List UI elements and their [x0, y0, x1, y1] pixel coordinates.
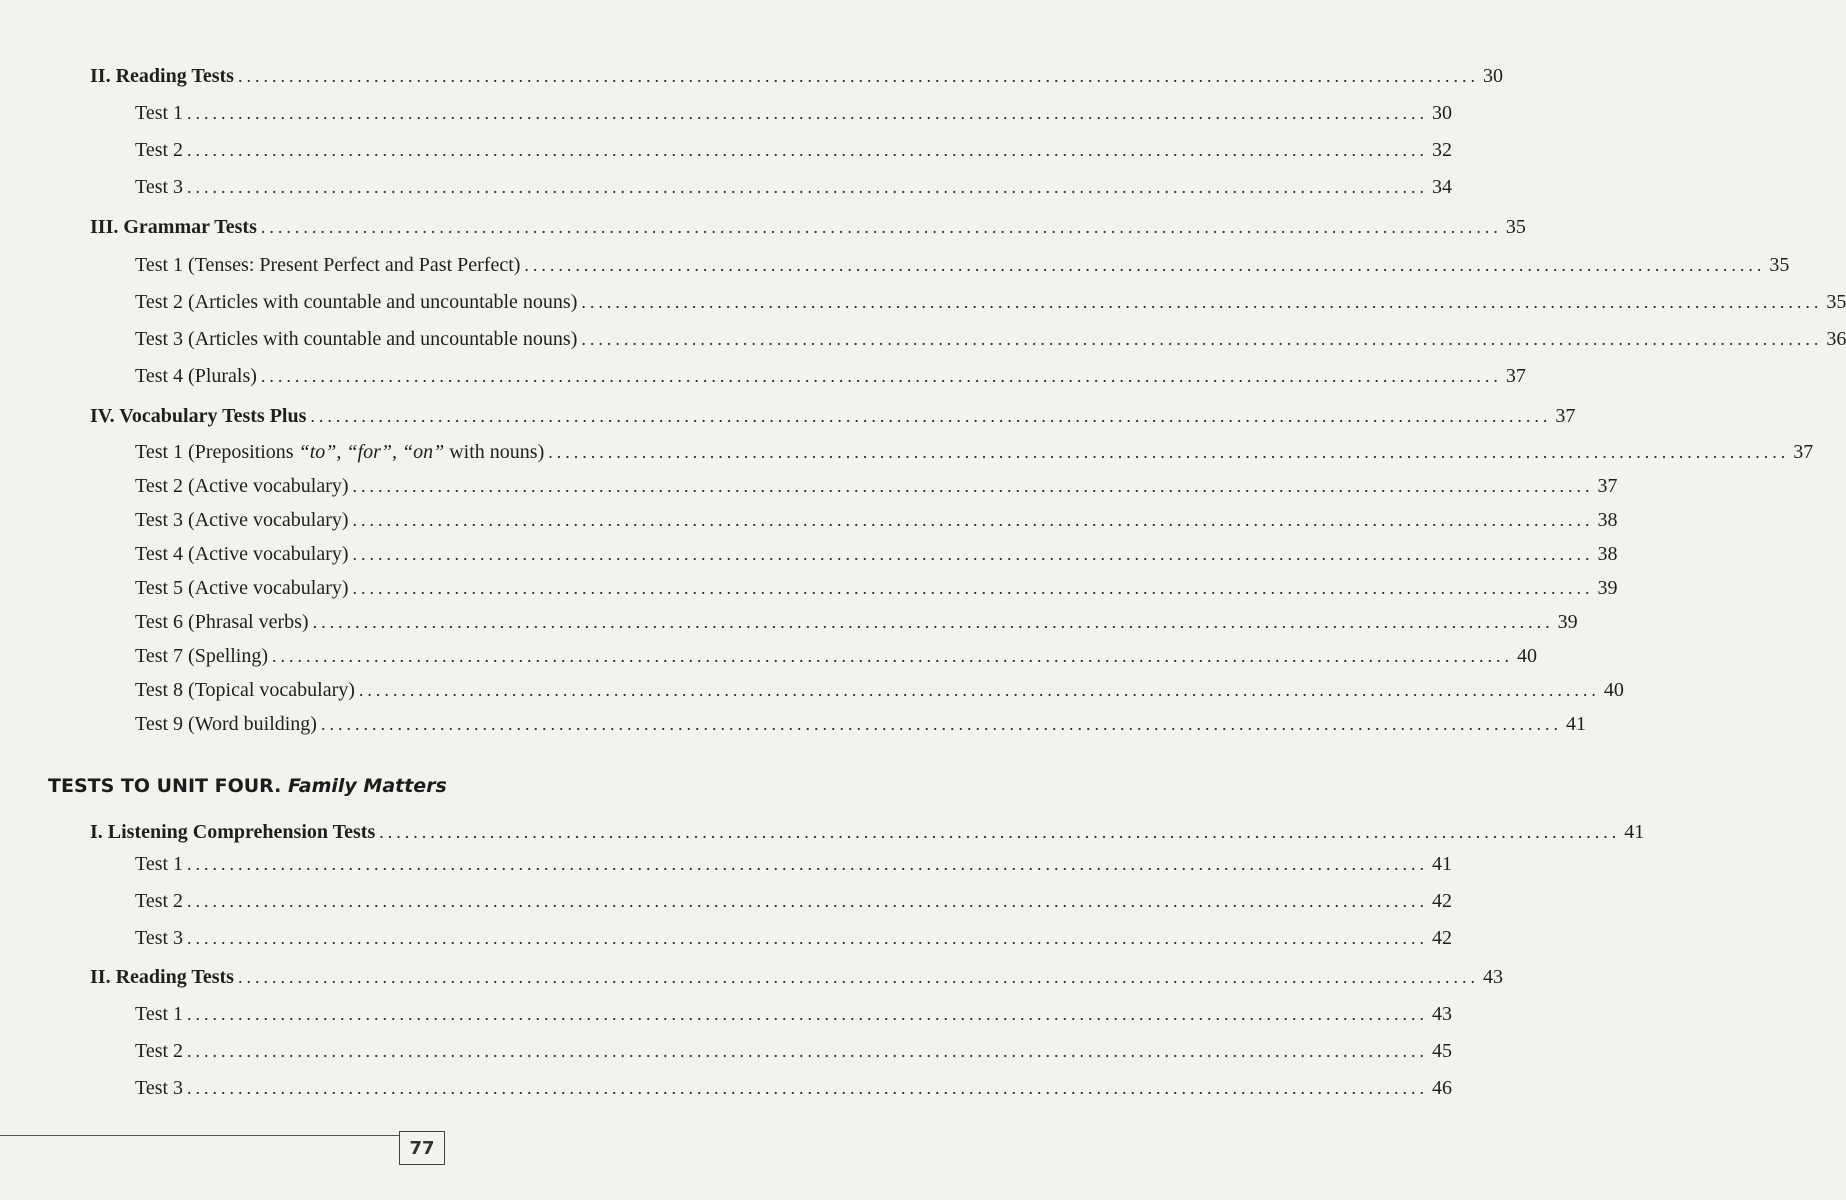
toc-entry [135, 1039, 1453, 1063]
toc-page-number: 45 [1432, 1040, 1453, 1062]
toc-entry-title: Test 2 (Active vocabulary) [135, 475, 349, 497]
toc-dot-leader: .................................................................................................................................................. [352, 510, 1594, 530]
toc-entry [135, 290, 1846, 314]
toc-dot-leader: .................................................................................................................................................. [260, 366, 1502, 386]
toc-entry-title: II. Reading Tests [90, 966, 234, 988]
unit-heading-prefix: TESTS TO UNIT FOUR. [48, 775, 288, 797]
toc-entry-title: Test 3 [135, 1077, 184, 1099]
toc-dot-leader: .................................................................................................................................................. [352, 476, 1594, 496]
toc-entry-title-italic: “to”, “for”, “on” [298, 441, 445, 463]
toc-page-number: 39 [1597, 577, 1618, 599]
footer-rule [0, 1135, 400, 1136]
toc-entry [135, 889, 1453, 913]
toc-page-number: 34 [1432, 176, 1453, 198]
toc-entry-title: Test 1 [135, 102, 184, 124]
toc-dot-leader: .................................................................................................................................................. [260, 217, 1502, 237]
toc-entry-title: III. Grammar Tests [90, 216, 257, 238]
toc-dot-leader: .................................................................................................................................................. [581, 292, 1823, 312]
toc-dot-leader: .................................................................................................................................................. [187, 854, 1429, 874]
toc-entry-title: IV. Vocabulary Tests Plus [90, 405, 307, 427]
toc-section-vocabulary [90, 404, 1576, 428]
toc-entry-title: Test 4 (Plurals) [135, 365, 257, 387]
toc-entry [135, 508, 1618, 532]
toc-section-listening [90, 820, 1645, 844]
toc-page-number: 37 [1597, 475, 1618, 497]
toc-dot-leader: .................................................................................................................................................. [187, 1078, 1429, 1098]
toc-dot-leader: .................................................................................................................................................. [352, 544, 1594, 564]
toc-entry-title: Test 1 (Tenses: Present Perfect and Past Perfect) [135, 254, 521, 276]
toc-dot-leader: .................................................................................................................................................. [310, 406, 1552, 426]
toc-entry [135, 1002, 1453, 1026]
toc-dot-leader: .................................................................................................................................................. [312, 612, 1554, 632]
toc-page-number: 42 [1432, 890, 1453, 912]
toc-dot-leader: .................................................................................................................................................. [548, 442, 1790, 462]
toc-page-number: 41 [1565, 713, 1586, 735]
toc-entry-title-start: Test 1 (Prepositions [135, 441, 299, 463]
toc-page-number: 30 [1432, 102, 1453, 124]
toc-entry [135, 474, 1618, 498]
toc-page-number: 36 [1826, 328, 1846, 350]
toc-entry [135, 440, 1814, 464]
toc-page-number: 30 [1482, 65, 1503, 87]
toc-entry [135, 678, 1624, 702]
toc-page-number: 38 [1597, 509, 1618, 531]
toc-dot-leader: .................................................................................................................................................. [320, 714, 1562, 734]
toc-dot-leader: .................................................................................................................................................. [237, 967, 1479, 987]
toc-dot-leader: .................................................................................................................................................. [187, 928, 1429, 948]
toc-entry-title: Test 2 [135, 139, 184, 161]
toc-page-number: 43 [1432, 1003, 1453, 1025]
toc-dot-leader: .................................................................................................................................................. [187, 103, 1429, 123]
toc-dot-leader: .................................................................................................................................................. [187, 177, 1429, 197]
toc-entry-title: Test 2 (Articles with countable and uncountable nouns) [135, 291, 578, 313]
toc-page-number: 42 [1432, 927, 1453, 949]
toc-entry [135, 712, 1586, 736]
toc-entry-title: Test 4 (Active vocabulary) [135, 543, 349, 565]
unit-heading [48, 775, 447, 797]
toc-dot-leader: .................................................................................................................................................. [524, 255, 1766, 275]
toc-page-number: 37 [1505, 365, 1526, 387]
toc-dot-leader: .................................................................................................................................................. [237, 66, 1479, 86]
toc-section-reading-unit-four [90, 965, 1503, 989]
toc-page-number: 41 [1432, 853, 1453, 875]
toc-entry-title: Test 9 (Word building) [135, 713, 317, 735]
toc-dot-leader: .................................................................................................................................................. [187, 140, 1429, 160]
toc-entry-title: II. Reading Tests [90, 65, 234, 87]
toc-dot-leader: .................................................................................................................................................. [272, 646, 1514, 666]
toc-page-number: 35 [1826, 291, 1846, 313]
toc-entry [135, 175, 1453, 199]
toc-entry [135, 644, 1538, 668]
toc-dot-leader: .................................................................................................................................................. [352, 578, 1594, 598]
toc-section-grammar [90, 215, 1526, 239]
toc-entry-title [135, 440, 544, 464]
toc-page-number: 35 [1505, 216, 1526, 238]
toc-page-number: 37 [1793, 441, 1814, 463]
toc-entry-title: Test 5 (Active vocabulary) [135, 577, 349, 599]
toc-entry-title: Test 3 [135, 176, 184, 198]
toc-page-number: 38 [1597, 543, 1618, 565]
toc-dot-leader: .................................................................................................................................................. [379, 822, 1621, 842]
toc-entry [135, 576, 1618, 600]
toc-page-number: 35 [1769, 254, 1790, 276]
toc-entry [135, 926, 1453, 950]
toc-entry [135, 327, 1846, 351]
toc-entry-title: Test 2 [135, 890, 184, 912]
toc-entry-title: Test 8 (Topical vocabulary) [135, 679, 355, 701]
toc-entry [135, 101, 1453, 125]
toc-section-reading [90, 64, 1503, 88]
toc-entry-title-end: with nouns) [444, 441, 545, 463]
toc-page-number: 46 [1432, 1077, 1453, 1099]
unit-heading-subtitle: Family Matters [287, 775, 447, 797]
toc-page-number: 41 [1624, 821, 1645, 843]
toc-entry-title: Test 1 [135, 853, 184, 875]
toc-dot-leader: .................................................................................................................................................. [187, 891, 1429, 911]
toc-entry-title: I. Listening Comprehension Tests [90, 821, 376, 843]
toc-entry-title: Test 3 [135, 927, 184, 949]
page-number: 77 [409, 1137, 435, 1159]
toc-page-number: 37 [1555, 405, 1576, 427]
toc-entry [135, 1076, 1453, 1100]
toc-page-number: 32 [1432, 139, 1453, 161]
toc-page-number: 39 [1557, 611, 1578, 633]
toc-dot-leader: .................................................................................................................................................. [187, 1004, 1429, 1024]
toc-entry [135, 610, 1578, 634]
toc-entry-title: Test 3 (Articles with countable and uncountable nouns) [135, 328, 578, 350]
toc-entry-title: Test 6 (Phrasal verbs) [135, 611, 309, 633]
toc-entry-title: Test 2 [135, 1040, 184, 1062]
toc-page-number: 40 [1603, 679, 1624, 701]
toc-entry-title: Test 7 (Spelling) [135, 645, 269, 667]
toc-page-number: 43 [1482, 966, 1503, 988]
toc-entry [135, 138, 1453, 162]
toc-dot-leader: .................................................................................................................................................. [358, 680, 1600, 700]
toc-entry [135, 253, 1790, 277]
toc-entry [135, 852, 1453, 876]
page-number-box [399, 1131, 445, 1165]
toc-entry [135, 364, 1526, 388]
toc-dot-leader: .................................................................................................................................................. [187, 1041, 1429, 1061]
toc-entry [135, 542, 1618, 566]
toc-entry-title: Test 3 (Active vocabulary) [135, 509, 349, 531]
toc-dot-leader: .................................................................................................................................................. [581, 329, 1823, 349]
toc-entry-title: Test 1 [135, 1003, 184, 1025]
toc-page-number: 40 [1517, 645, 1538, 667]
